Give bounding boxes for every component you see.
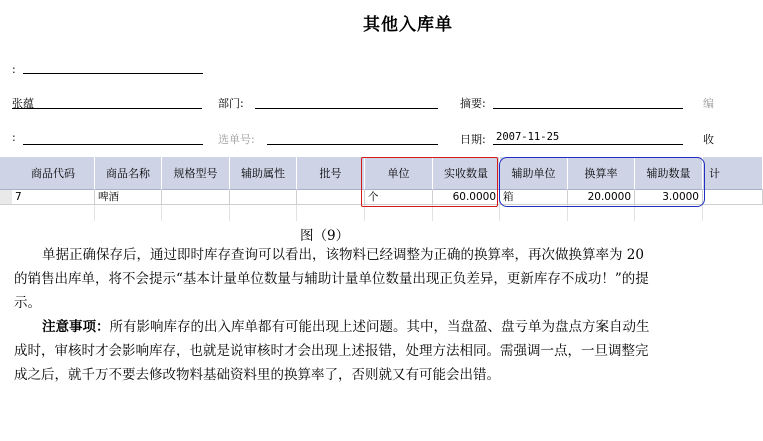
- col-header-unit[interactable]: 单位: [365, 157, 433, 190]
- operator-value: 张蕴: [12, 97, 34, 110]
- cell-more[interactable]: [703, 190, 763, 205]
- date-field[interactable]: [493, 144, 683, 145]
- col-header-item-code[interactable]: 商品代码: [12, 157, 95, 190]
- cell-spec[interactable]: [162, 190, 230, 205]
- note-heading: 注意事项：: [42, 319, 110, 335]
- summary-field[interactable]: [493, 108, 683, 109]
- cell-aux-attr[interactable]: [230, 190, 297, 205]
- empty-cell: [162, 205, 230, 221]
- edit-label: 编: [703, 97, 714, 110]
- dept-field[interactable]: [255, 108, 438, 109]
- items-grid: [12, 157, 763, 221]
- cell-unit[interactable]: 个: [365, 190, 433, 205]
- col-header-aux-unit[interactable]: 辅助单位: [500, 157, 568, 190]
- row2-label: :: [12, 131, 16, 144]
- dept-label: 部门:: [218, 97, 244, 110]
- cell-received-qty[interactable]: 60.0000: [433, 190, 500, 205]
- figure-caption: 图（9）: [300, 228, 350, 244]
- row0-field[interactable]: [23, 73, 203, 74]
- empty-cell: [568, 205, 635, 221]
- empty-cell: [12, 205, 95, 221]
- note-text: 所有影响库存的出入库单都有可能出现上述问题。其中，当盘盈、盘亏单为盘点方案自动生成时，审核时才会影响库存，也就是说审核时才会出现上述报错，处理方法相同。需强调一点，一旦调整完成之后，就千万不要去修改物料基础资料里的换算率了，否则就又有可能会出错。: [14, 319, 650, 383]
- cell-item-code[interactable]: 7: [12, 190, 95, 205]
- empty-cell: [95, 205, 162, 221]
- row2-field[interactable]: [23, 144, 203, 145]
- date-label: 日期:: [460, 133, 486, 146]
- receive-label: 收: [703, 133, 714, 146]
- summary-label: 摘要:: [460, 97, 486, 110]
- row-header[interactable]: [0, 190, 12, 205]
- col-header-aux-qty[interactable]: 辅助数量: [635, 157, 703, 190]
- cell-item-name[interactable]: 啤酒: [95, 190, 162, 205]
- empty-cell: [433, 205, 500, 221]
- select-no-field[interactable]: [267, 144, 438, 145]
- empty-cell: [500, 205, 568, 221]
- cell-aux-qty[interactable]: 3.0000: [635, 190, 703, 205]
- col-header-spec[interactable]: 规格型号: [162, 157, 230, 190]
- cell-conversion-rate[interactable]: 20.0000: [568, 190, 635, 205]
- col-header-conversion-rate[interactable]: 换算率: [568, 157, 635, 190]
- col-header-item-name[interactable]: 商品名称: [95, 157, 162, 190]
- col-header-batch[interactable]: 批号: [297, 157, 365, 190]
- paragraph-2: [14, 315, 654, 387]
- select-no-label: 选单号:: [218, 133, 255, 146]
- page-title: 其他入库单: [363, 15, 453, 35]
- operator-field[interactable]: [12, 108, 202, 109]
- col-header-aux-attr[interactable]: 辅助属性: [230, 157, 297, 190]
- cell-aux-unit[interactable]: 箱: [500, 190, 568, 205]
- row0-label: :: [12, 63, 16, 76]
- date-value: 2007-11-25: [496, 131, 560, 143]
- cell-batch[interactable]: [297, 190, 365, 205]
- empty-cell: [635, 205, 703, 221]
- empty-cell: [297, 205, 365, 221]
- empty-cell: [365, 205, 433, 221]
- grid-corner: [0, 157, 12, 190]
- empty-cell: [230, 205, 297, 221]
- col-header-more[interactable]: 计: [703, 157, 763, 190]
- paragraph-1: 单据正确保存后，通过即时库存查询可以看出，该物料已经调整为正确的换算率，再次做换算率为 20 的销售出库单，将不会提示“基本计量单位数量与辅助计量单位数量出现正负差异，更新库存不成功！”的提示。: [14, 247, 649, 311]
- col-header-received-qty[interactable]: 实收数量: [433, 157, 500, 190]
